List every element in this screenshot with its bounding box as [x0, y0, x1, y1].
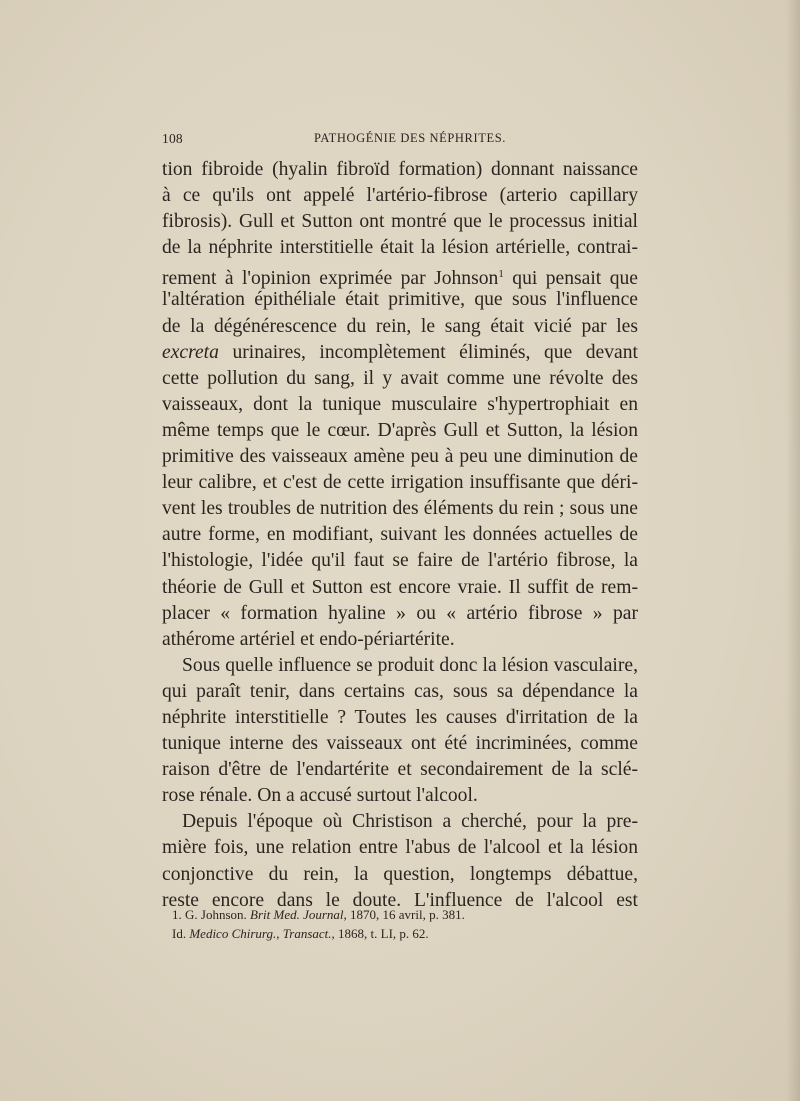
text-line: Depuis l'époque où Christison a cherché, pour la pre-: [182, 811, 638, 833]
footnote-text: , 1868, t. LI, p. 62.: [331, 926, 429, 941]
text-line: cette pollution du sang, il y avait comme une révolte des: [162, 367, 638, 389]
text-line: néphrite interstitielle ? Toutes les causes d'irritation de la: [162, 706, 638, 728]
text-line: vent les troubles de nutrition des éléments du rein ; sous une: [162, 498, 638, 520]
text-line: l'altération épithéliale était primitive, que sous l'influence: [162, 289, 638, 311]
text-line: théorie de Gull et Sutton est encore vraie. Il suffit de rem-: [162, 576, 638, 598]
text-line: à ce qu'ils ont appelé l'artério-fibrose (arterio capillary: [162, 185, 638, 207]
text-line: qui paraît tenir, dans certains cas, sous sa dépendance la: [162, 680, 638, 702]
text-line: tion fibroide (hyalin fibroïd formation) donnant naissance: [162, 159, 638, 180]
text-line: de la néphrite interstitielle était la lésion artérielle, contrai-: [162, 237, 638, 259]
text-line: vaisseaux, dont la tunique musculaire s'hypertrophiait en: [162, 393, 638, 415]
text-line: raison d'être de l'endartérite et secondairement de la sclé-: [162, 759, 638, 781]
text-segment: rement à l'opinion exprimée par Johnson: [162, 268, 499, 290]
body-text: [162, 157, 638, 914]
text-line: primitive des vaisseaux amène peu à peu une diminution de: [162, 446, 638, 468]
journal-title: Medico Chirurg., Transact.: [189, 926, 332, 941]
running-title: PATHOGÉNIE DES NÉPHRITES.: [314, 131, 506, 145]
text-line: tunique interne des vaisseaux ont été incriminées, comme: [162, 733, 638, 755]
text-line: athérome artériel et endo-périartérite.: [162, 628, 455, 650]
footnotes: [172, 905, 638, 943]
text-line: fibrosis). Gull et Sutton ont montré que le processus initial: [162, 211, 638, 233]
text-line: conjonctive du rein, la question, longtemps débattue,: [162, 863, 638, 885]
text-line: Sous quelle influence se produit donc la lésion vasculaire,: [182, 654, 638, 676]
text-segment: urinaires, incomplètement éliminés, que devant: [218, 341, 638, 363]
italic-term: excreta: [162, 341, 219, 363]
footnote-2: [172, 924, 638, 943]
text-line: de la dégénérescence du rein, le sang était vicié par les: [162, 315, 638, 337]
footnote-text: 1. G. Johnson.: [172, 907, 251, 922]
footnote-marker: 1: [498, 268, 504, 281]
footnote-1: [172, 905, 638, 924]
page-edge-shadow: [786, 0, 800, 1101]
text-line-with-footnote: [162, 261, 638, 290]
text-line: autre forme, en modifiant, suivant les données actuelles de: [162, 524, 638, 546]
text-line-with-italic: [162, 340, 638, 366]
text-line: leur calibre, et c'est de cette irrigation insuffisante que déri-: [162, 472, 638, 494]
text-line: placer « formation hyaline » ou « artério fibrose » par: [162, 602, 638, 624]
footnote-text: Id.: [172, 926, 190, 941]
journal-title: Brit Med. Journal: [250, 907, 344, 922]
text-segment: qui pensait que: [503, 268, 638, 290]
text-line: mière fois, une relation entre l'abus de l'alcool et la lésion: [162, 837, 638, 859]
text-line: même temps que le cœur. D'après Gull et Sutton, la lésion: [162, 419, 638, 441]
text-line: reste encore dans le doute. L'influence de l'alcool est: [162, 889, 638, 911]
page-header: [162, 131, 638, 151]
text-line: rose rénale. On a accusé surtout l'alcool.: [162, 785, 478, 807]
page-number: 108: [162, 131, 183, 146]
footnote-text: , 1870, 16 avril, p. 381.: [343, 907, 465, 922]
text-line: l'histologie, l'idée qu'il faut se faire de l'artério fibrose, la: [162, 550, 638, 572]
